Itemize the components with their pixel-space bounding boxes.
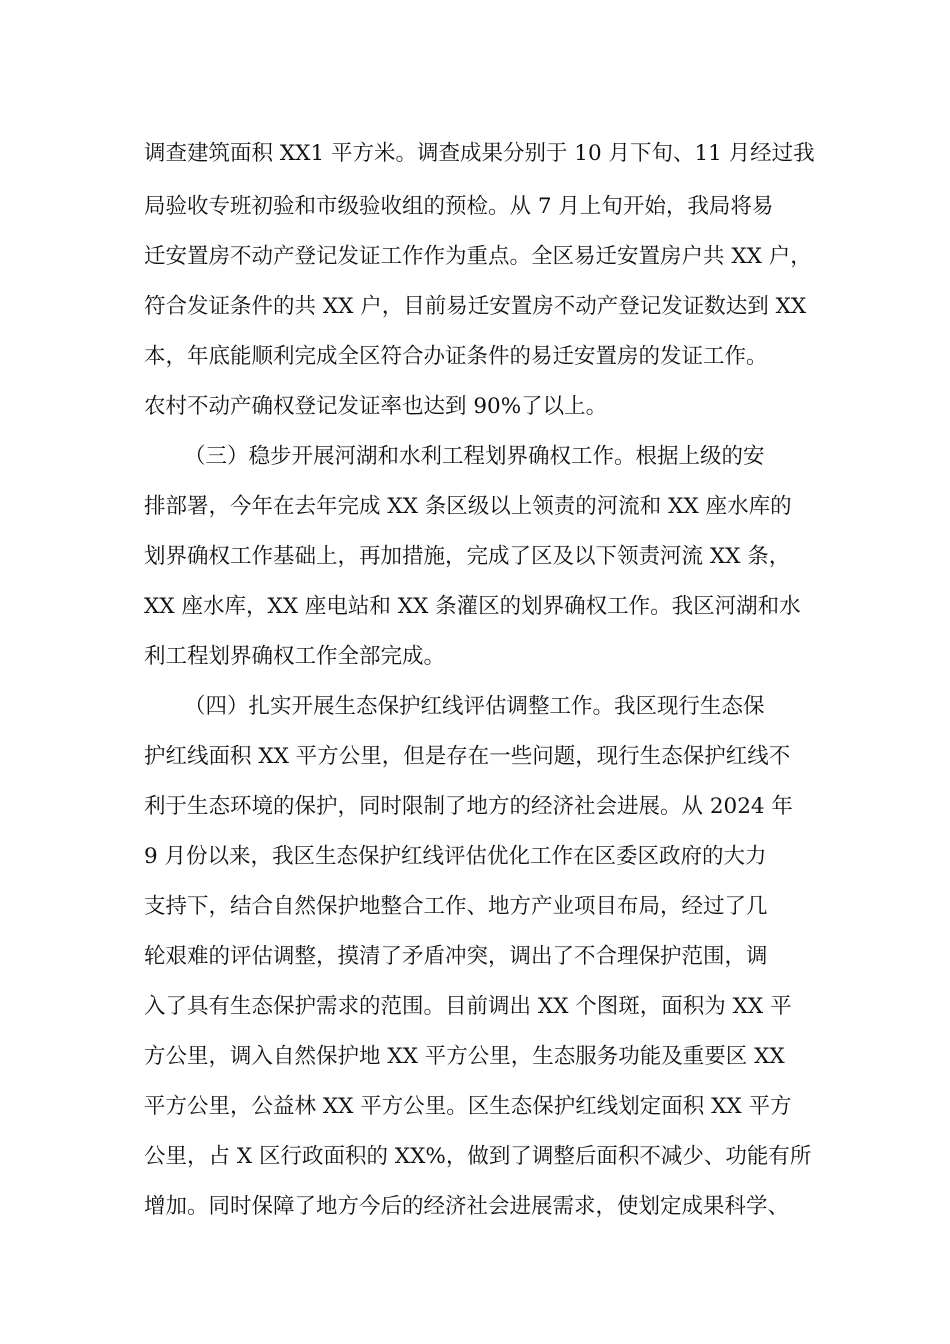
paragraph-heading-4: （四）扎实开展生态保护红线评估调整工作。我区现行生态保 (184, 694, 765, 719)
text-line: 支持下，结合自然保护地整合工作、地方产业项目布局，经过了几 (144, 894, 768, 919)
text-line: 划界确权工作基础上，再加措施，完成了区及以下领责河流 XX 条， (144, 544, 791, 569)
text-line: 平方公里，公益林 XX 平方公里。区生态保护红线划定面积 XX 平方 (144, 1094, 792, 1119)
text-line: 局验收专班初验和市级验收组的预检。从 7 月上旬开始，我局将易 (144, 194, 774, 219)
text-line: 本，年底能顺利完成全区符合办证条件的易迁安置房的发证工作。 (144, 344, 768, 369)
text-line: 护红线面积 XX 平方公里，但是存在一些问题，现行生态保护红线不 (144, 744, 791, 769)
text-line: 调查建筑面积 XX1 平方米。调查成果分别于 10 月下旬、11 月经过我 (144, 141, 815, 166)
text-line: 方公里，调入自然保护地 XX 平方公里，生态服务功能及重要区 XX (144, 1044, 785, 1069)
paragraph-heading-3: （三）稳步开展河湖和水利工程划界确权工作。根据上级的安 (184, 444, 765, 469)
text-line: 轮艰难的评估调整，摸清了矛盾冲突，调出了不合理保护范围，调 (144, 944, 768, 969)
text-line: 公里，占 X 区行政面积的 XX%，做到了调整后面积不减少、功能有所 (144, 1144, 812, 1169)
text-line: 利工程划界确权工作全部完成。 (144, 644, 446, 669)
text-line: 增加。同时保障了地方今后的经济社会进展需求，使划定成果科学、 (144, 1194, 790, 1219)
text-line: 利于生态环境的保护，同时限制了地方的经济社会进展。从 2024 年 (144, 794, 793, 819)
text-line: XX 座水库，XX 座电站和 XX 条灌区的划界确权工作。我区河湖和水 (144, 594, 801, 619)
text-line: 农村不动产确权登记发证率也达到 90%了以上。 (144, 394, 608, 419)
text-line: 入了具有生态保护需求的范围。目前调出 XX 个图斑，面积为 XX 平 (144, 994, 792, 1019)
text-line: 符合发证条件的共 XX 户，目前易迁安置房不动产登记发证数达到 XX (144, 294, 807, 319)
text-line: 迁安置房不动产登记发证工作作为重点。全区易迁安置房户共 XX 户， (144, 244, 812, 269)
text-line: 排部署，今年在去年完成 XX 条区级以上领责的河流和 XX 座水库的 (144, 494, 792, 519)
text-line: 9 月份以来，我区生态保护红线评估优化工作在区委区政府的大力 (144, 844, 767, 869)
